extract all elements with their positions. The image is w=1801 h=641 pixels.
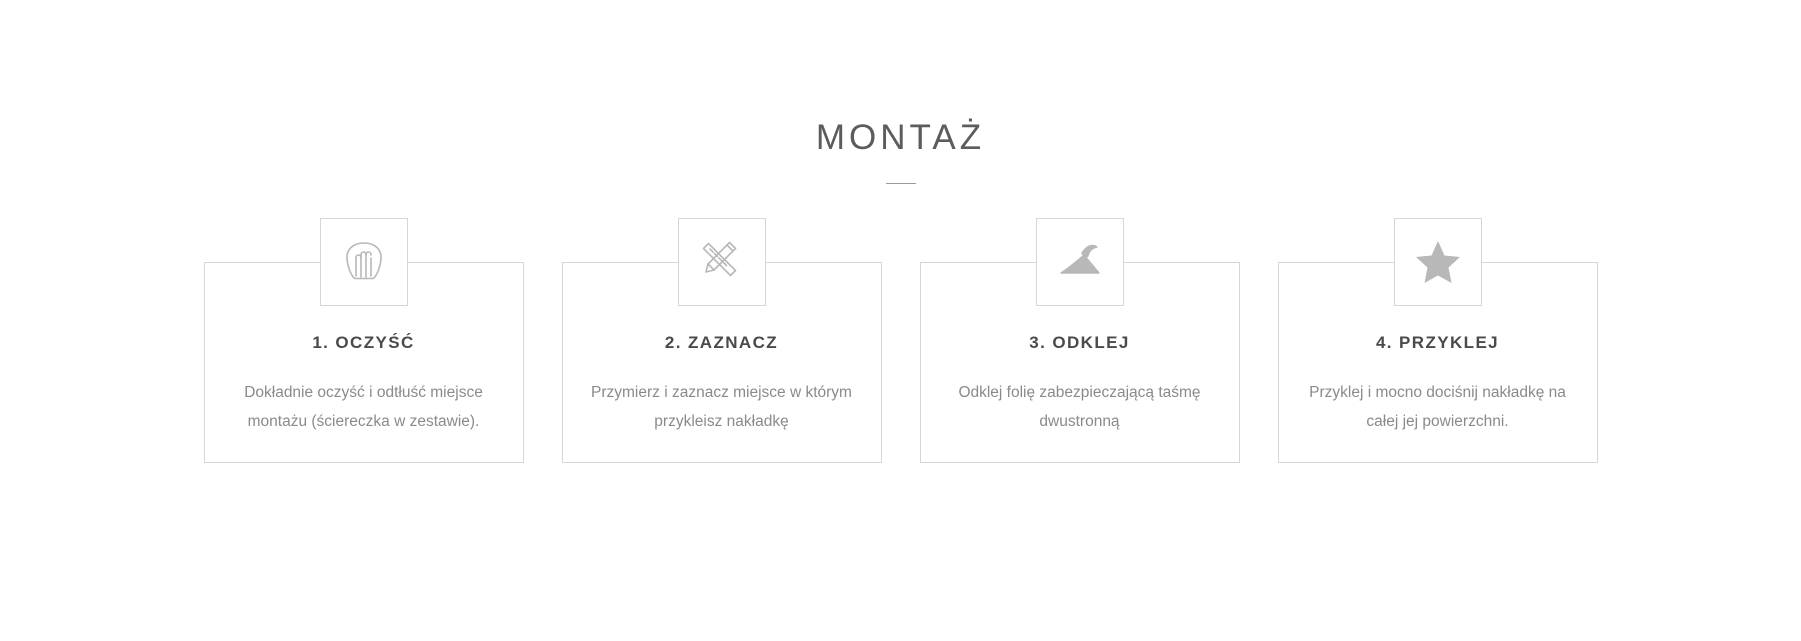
step-card-1: [204, 262, 524, 463]
star-icon: [1394, 218, 1482, 306]
pencil-ruler-icon: [678, 218, 766, 306]
step-title-4: 4. PRZYKLEJ: [1375, 333, 1500, 352]
page-title: MONTAŻ: [815, 118, 986, 157]
step-title-1: 1. OCZYŚĆ: [312, 333, 415, 352]
section-heading-block: [0, 120, 1801, 184]
step-title-2: 2. ZAZNACZ: [664, 333, 779, 352]
peel-film-icon: [1036, 218, 1124, 306]
step-text-4: Przyklej i mocno dociśnij nakładkę na całej jej powierzchni.: [1309, 384, 1566, 430]
hand-wipe-icon: [320, 218, 408, 306]
step-text-3: Odklej folię zabezpieczającą taśmę dwustronną: [958, 384, 1201, 430]
step-text-1: Dokładnie oczyść i odtłuść miejsce montażu (ściereczka w zestawie).: [244, 384, 483, 430]
steps-list: [0, 262, 1801, 463]
step-card-3: [920, 262, 1240, 463]
step-card-2: [562, 262, 882, 463]
step-title-3: 3. ODKLEJ: [1029, 333, 1130, 352]
step-text-2: Przymierz i zaznacz miejsce w którym przykleisz nakładkę: [591, 384, 852, 430]
step-card-4: [1278, 262, 1598, 463]
heading-divider: [886, 183, 916, 184]
